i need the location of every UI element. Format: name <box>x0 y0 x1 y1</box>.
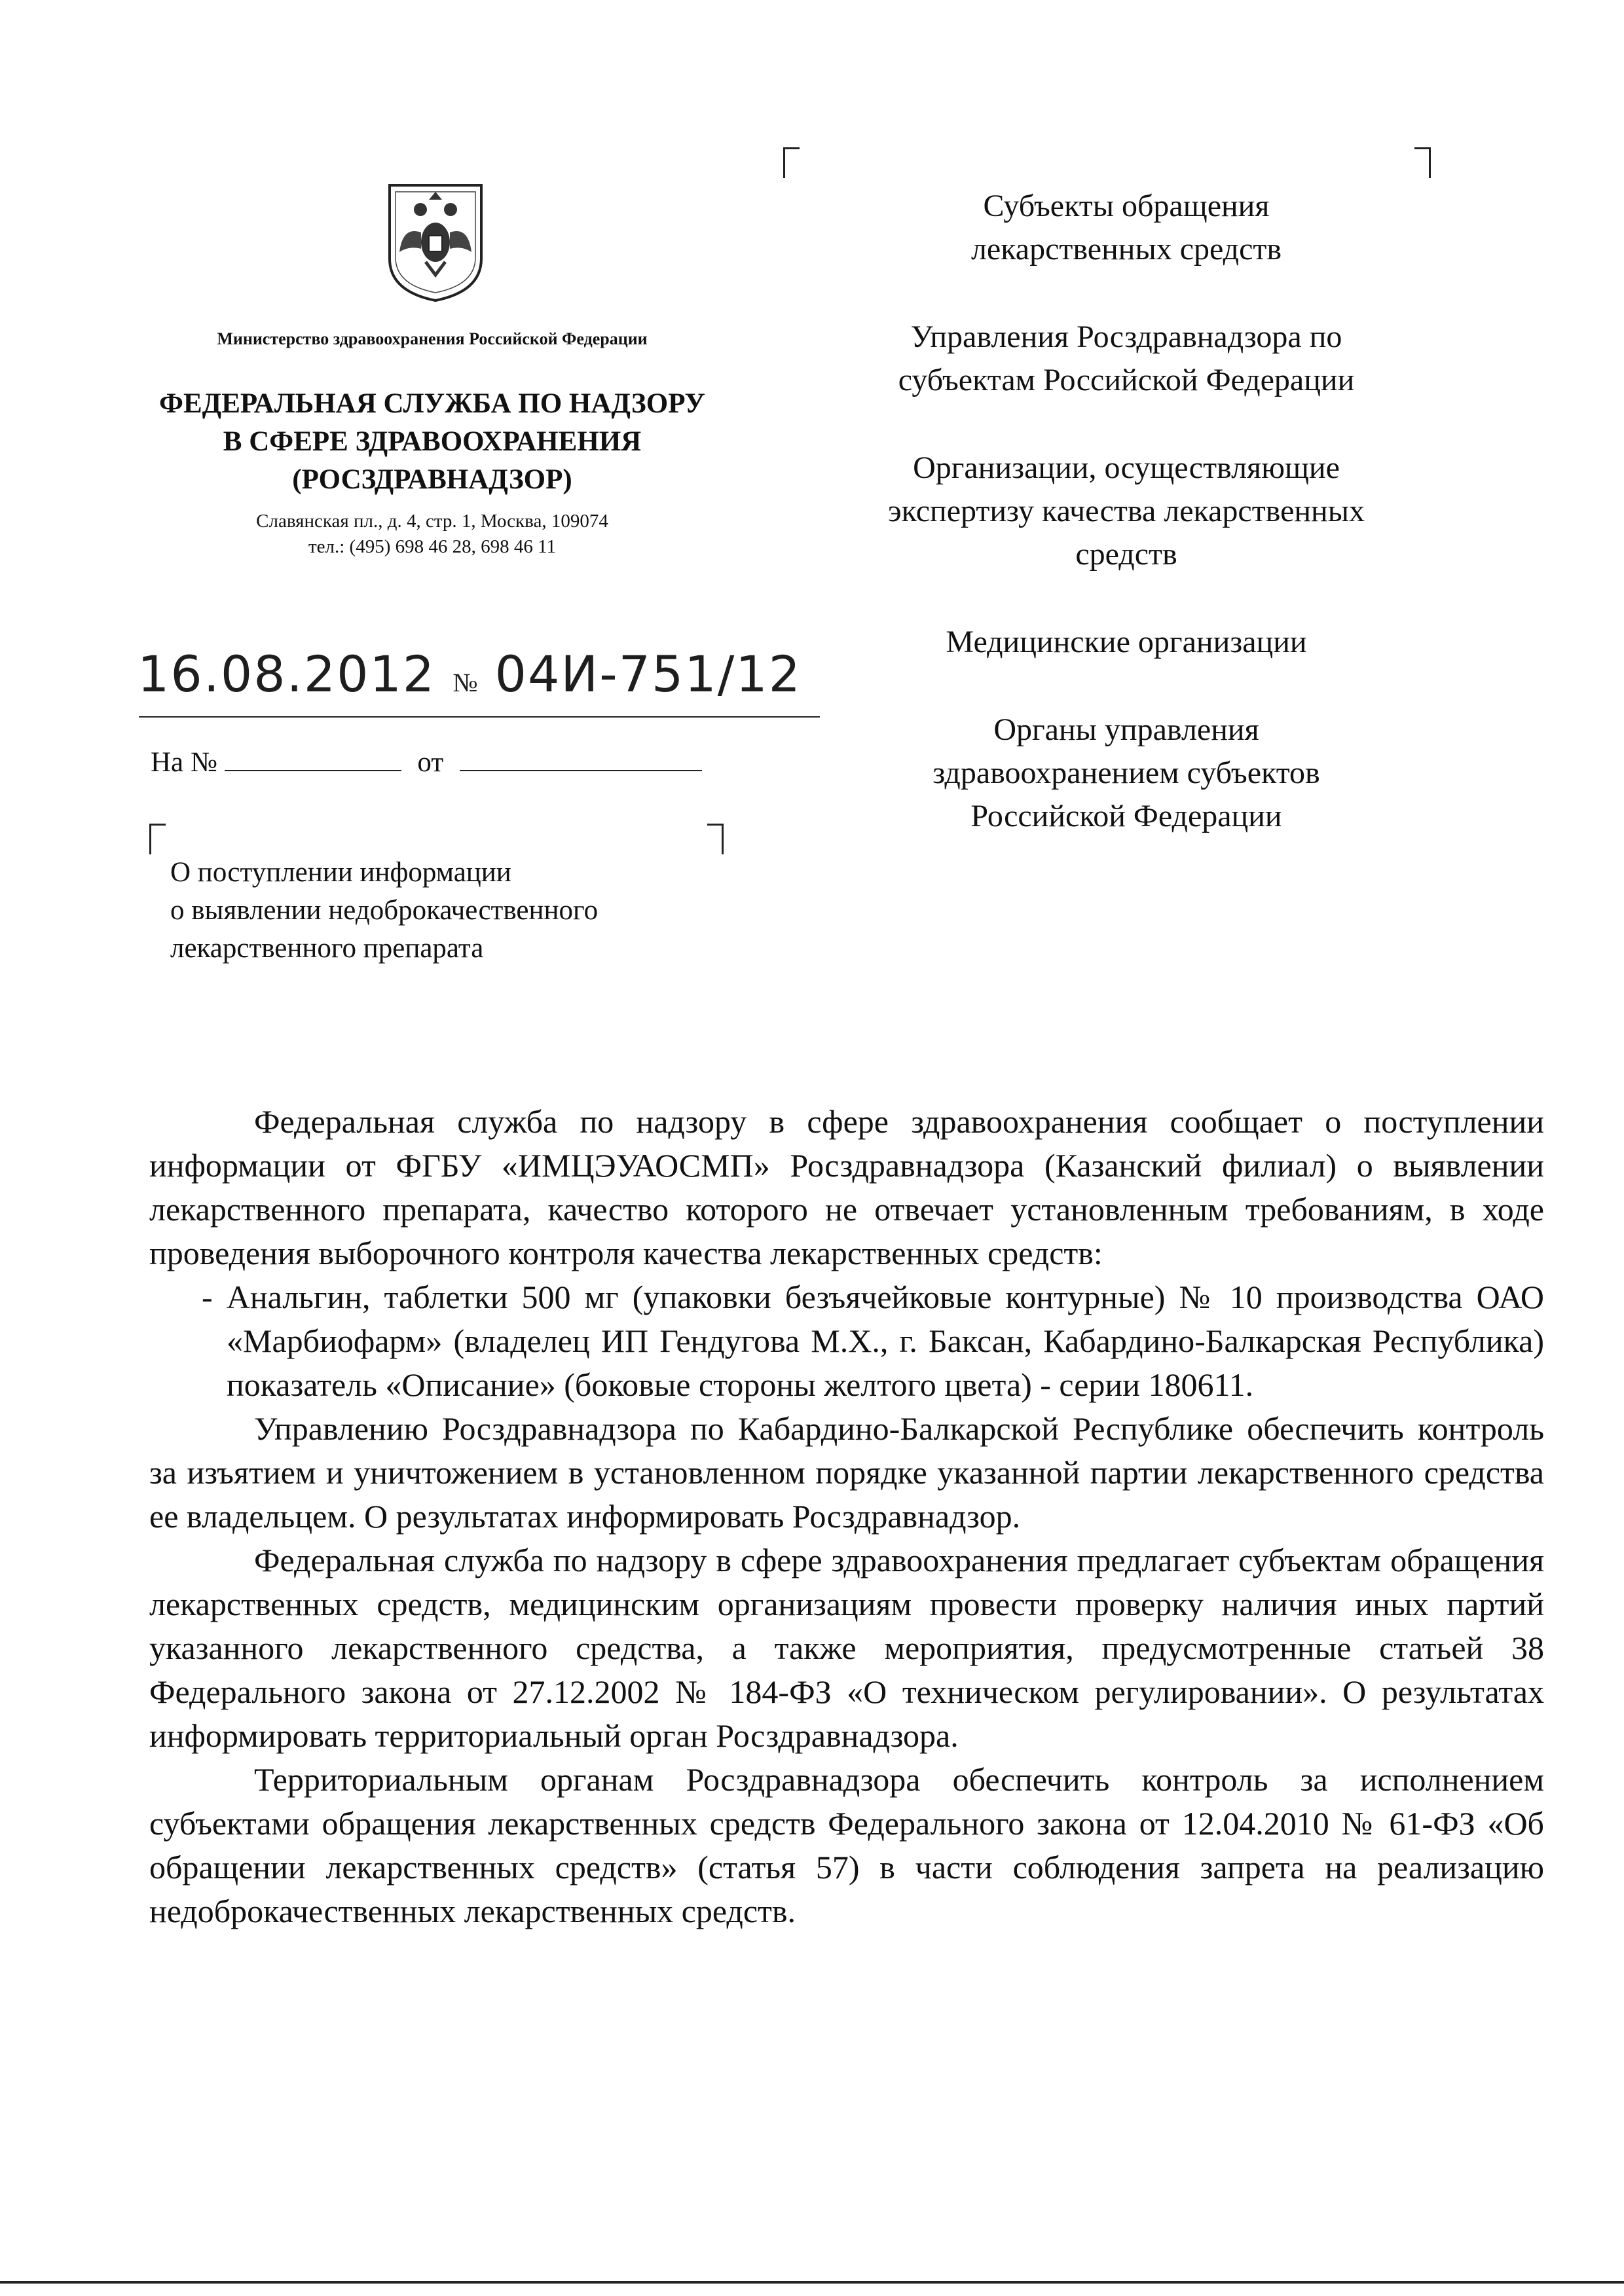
agency-address <box>105 509 760 560</box>
recipient-line: Органы управления <box>993 712 1259 747</box>
recipient-group <box>796 446 1457 576</box>
reference-prefix: На № <box>151 747 217 778</box>
recipient-line: Медицинские организации <box>946 625 1307 659</box>
registration-number: 04И-751/12 <box>494 645 802 703</box>
recipient-line: средств <box>1075 537 1177 572</box>
recipient-group <box>796 708 1457 838</box>
body-list-item: - Анальгин, таблетки 500 мг (упаковки безъячейковые контурные) № 10 производства ОАО «Марбиофарм» (владелец ИП Гендугова М.Х., г. Баксан, Кабардино-Балкарская Республика) показатель «Описание» (боковые стороны желтого цвета) - серии 180611. <box>202 1279 1544 1403</box>
subject-corner-mark-right <box>707 824 724 854</box>
recipient-group <box>796 185 1457 271</box>
recipient-line: Управления Росздравнадзора по <box>910 319 1342 354</box>
registration-line <box>138 645 802 703</box>
registration-date: 16.08.2012 <box>138 645 436 703</box>
recipient-line: Субъекты обращения <box>983 189 1270 223</box>
agency-name-line: В СФЕРЕ ЗДРАВООХРАНЕНИЯ <box>223 426 642 457</box>
subject-line: О поступлении информации <box>170 857 511 888</box>
reference-line <box>151 746 702 778</box>
letter-body <box>149 1100 1544 1933</box>
recipient-line: экспертизу качества лекарственных <box>888 494 1365 528</box>
address-corner-mark-left <box>783 147 800 178</box>
subject-corner-mark-left <box>149 824 166 854</box>
recipient-line: лекарственных средств <box>970 232 1282 266</box>
agency-name <box>105 385 760 499</box>
number-sign: № <box>452 668 478 697</box>
address-line: тел.: (495) 698 46 28, 698 46 11 <box>308 536 557 557</box>
body-paragraph: Территориальным органам Росздравнадзора обеспечить контроль за исполнением субъектами обращения лекарственных средств Федерального закона от 12.04.2010 № 61-ФЗ «Об обращении лекарственных средств» (статья 57) в части соблюдения запрета на реализацию недоброкачественных лекарственных средств. <box>149 1761 1544 1929</box>
recipients-block <box>796 185 1457 838</box>
reference-date-blank <box>460 749 702 771</box>
body-paragraph: Федеральная служба по надзору в сфере здравоохранения сообщает о поступлении информации от ФГБУ «ИМЦЭУАОСМП» Росздравнадзора (Казанский филиал) о выявлении лекарственного препарата, качество которого не отвечает установленным требованиям, в ходе проведения выборочного контроля качества лекарственных средств: <box>149 1103 1544 1271</box>
recipient-group <box>796 316 1457 402</box>
subject-line: лекарственного препарата <box>170 933 484 964</box>
bottom-rule <box>0 2281 1624 2284</box>
recipient-line: здравоохранением субъектов <box>932 756 1320 790</box>
recipient-line: Организации, осуществляющие <box>913 450 1340 485</box>
recipient-group <box>796 621 1457 664</box>
address-corner-mark-right <box>1414 147 1431 178</box>
coat-of-arms-emblem <box>380 180 491 304</box>
body-paragraph: Управлению Росздравнадзора по Кабардино-Балкарской Республике обеспечить контроль за изъятием и уничтожением в установленном порядке указанной партии лекарственного средства ее владельцем. О результатах информировать Росздравнадзор. <box>149 1410 1544 1535</box>
agency-name-line: ФЕДЕРАЛЬНАЯ СЛУЖБА ПО НАДЗОРУ <box>159 388 705 419</box>
reference-from-label: от <box>417 747 444 778</box>
body-paragraph: Федеральная служба по надзору в сфере здравоохранения предлагает субъектам обращения лекарственных средств, медицинским организациям провести проверку наличия иных партий указанного лекарственного средства, а также мероприятия, предусмотренные статьей 38 Федерального закона от 27.12.2002 № 184-ФЗ «О техническом регулировании». О результатах информировать территориальный орган Росздравнадзора. <box>149 1542 1544 1754</box>
agency-name-line: (РОСЗДРАВНАДЗОР) <box>292 464 572 495</box>
recipient-line: Российской Федерации <box>970 799 1282 833</box>
reference-number-blank <box>225 749 401 771</box>
recipient-line: субъектам Российской Федерации <box>898 363 1355 397</box>
address-line: Славянская пл., д. 4, стр. 1, Москва, 109074 <box>256 511 608 532</box>
registration-underline <box>139 716 820 718</box>
letter-subject <box>170 854 760 968</box>
ministry-name: Министерство здравоохранения Российской Федерации <box>217 329 648 348</box>
subject-line: о выявлении недоброкачественного <box>170 895 599 926</box>
